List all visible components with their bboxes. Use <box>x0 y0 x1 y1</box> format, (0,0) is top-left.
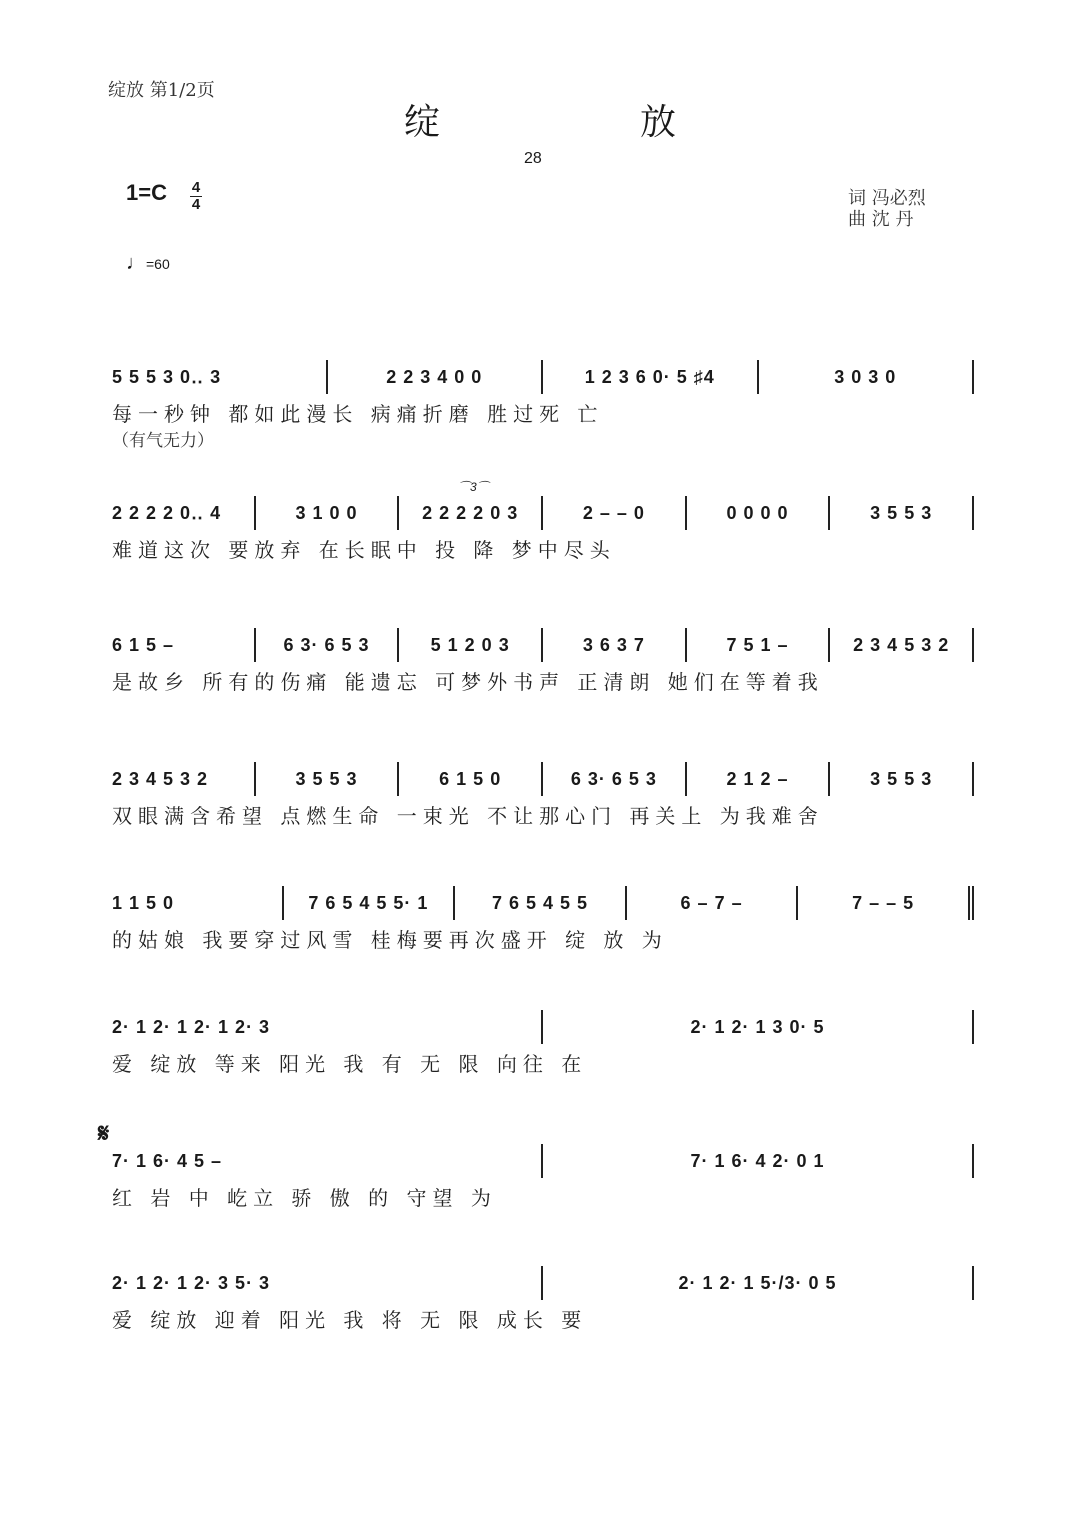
notation-line <box>112 628 974 662</box>
segno-icon: 𝄋 <box>98 1118 110 1148</box>
composer: 曲 沈 丹 <box>848 209 914 230</box>
measure: 6 – 7 – <box>627 886 799 920</box>
notation-line <box>112 1144 974 1178</box>
measure: 6 3· 6 5 3 <box>256 628 400 662</box>
measure: 5 5 5 3 0‥ 3 <box>112 360 328 394</box>
score-row-2 <box>112 480 974 582</box>
notation-line <box>112 1010 974 1044</box>
score-row-7 <box>112 1144 974 1230</box>
key-signature: 1=C <box>126 180 167 205</box>
score-row-1 <box>112 360 974 451</box>
credits <box>848 188 926 230</box>
lyrics-line: 双眼满含希望 点燃生命 一束光 不让那心门 再关上 为我难舍 <box>112 804 824 828</box>
lyrics-line: 爱 绽放 等来 阳光 我 有 无 限 向往 在 <box>112 1052 588 1076</box>
title-char-1: 绽 <box>404 102 441 143</box>
page-header: 绽放 第1/2页 <box>108 80 215 101</box>
tempo-marking <box>126 252 170 275</box>
measure: 7 6 5 4 5 5 <box>455 886 627 920</box>
measure: 2 2 3 4 0 0 <box>328 360 544 394</box>
title-char-2: 放 <box>640 102 677 143</box>
measure: 2· 1 2· 1 2· 3 5· 3 <box>112 1266 543 1300</box>
measure: 6 3· 6 5 3 <box>543 762 687 796</box>
measure: 1 1 5 0 <box>112 886 284 920</box>
measure: 7· 1 6· 4 5 – <box>112 1144 543 1178</box>
measure: 5 1 2 0 3 <box>399 628 543 662</box>
notation-line <box>112 496 974 530</box>
lyrics-line: 爱 绽放 迎着 阳光 我 将 无 限 成长 要 <box>112 1308 588 1332</box>
lyrics-line: 是故乡 所有的伤痛 能遗忘 可梦外书声 正清朗 她们在等着我 <box>112 670 824 694</box>
measure: 6 1 5 – <box>112 628 256 662</box>
time-top: 4 <box>191 179 201 196</box>
measure: 2 – – 0 <box>543 496 687 530</box>
page-number: 28 <box>524 150 542 167</box>
score-row-3 <box>112 628 974 714</box>
triplet-mark: ⌒3⌒ <box>458 480 489 494</box>
measure: 7 5 1 – <box>687 628 831 662</box>
notation-line <box>112 886 974 920</box>
time-signature <box>190 180 202 213</box>
measure: 2· 1 2· 1 3 0· 5 <box>543 1010 974 1044</box>
notation-line <box>112 762 974 796</box>
measure: 6 1 5 0 <box>399 762 543 796</box>
lyrics-line: 难道这次 要放弃 在长眠中 投 降 梦中尽头 <box>112 538 616 562</box>
measure: 3 5 5 3 <box>830 496 974 530</box>
measure: 7 – – 5 <box>798 886 974 920</box>
measure: 2 1 2 – <box>687 762 831 796</box>
measure: 3 1 0 0 <box>256 496 400 530</box>
tempo-value: =60 <box>146 256 170 272</box>
measure: 2 3 4 5 3 2 <box>830 628 974 662</box>
score-row-6 <box>112 1010 974 1096</box>
expression-note: （有气无力） <box>112 431 214 451</box>
measure: 1 2 3 6 0· 5 ♯4 <box>543 360 759 394</box>
measure: 7 6 5 4 5 5· 1 <box>284 886 456 920</box>
measure: 3 5 5 3 <box>256 762 400 796</box>
measure: 0 0 0 0 <box>687 496 831 530</box>
notation-line <box>112 360 974 394</box>
lyrics-line: 每一秒钟 都如此漫长 病痛折磨 胜过死 亡 <box>112 402 604 426</box>
score-row-8 <box>112 1266 974 1352</box>
time-bottom: 4 <box>191 196 201 213</box>
lyricist: 词 冯必烈 <box>848 188 926 209</box>
lyrics-line: 的姑娘 我要穿过风雪 桂梅要再次盛开 绽 放 为 <box>112 928 668 952</box>
notation-line <box>112 1266 974 1300</box>
measure: 7· 1 6· 4 2· 0 1 <box>543 1144 974 1178</box>
measure: 2· 1 2· 1 2· 1 2· 3 <box>112 1010 543 1044</box>
measure: 2 2 2 2 0 3 <box>399 496 543 530</box>
measure: 3 5 5 3 <box>830 762 974 796</box>
measure: 2 3 4 5 3 2 <box>112 762 256 796</box>
measure: 3 6 3 7 <box>543 628 687 662</box>
score-row-5 <box>112 886 974 972</box>
measure: 2· 1 2· 1 5·/3· 0 5 <box>543 1266 974 1300</box>
score-row-4 <box>112 762 974 848</box>
lyrics-line: 红 岩 中 屹立 骄 傲 的 守望 为 <box>112 1186 497 1210</box>
measure: 3 0 3 0 <box>759 360 975 394</box>
quarter-note-icon: ♩ <box>126 252 146 274</box>
measure: 2 2 2 2 0‥ 4 <box>112 496 256 530</box>
